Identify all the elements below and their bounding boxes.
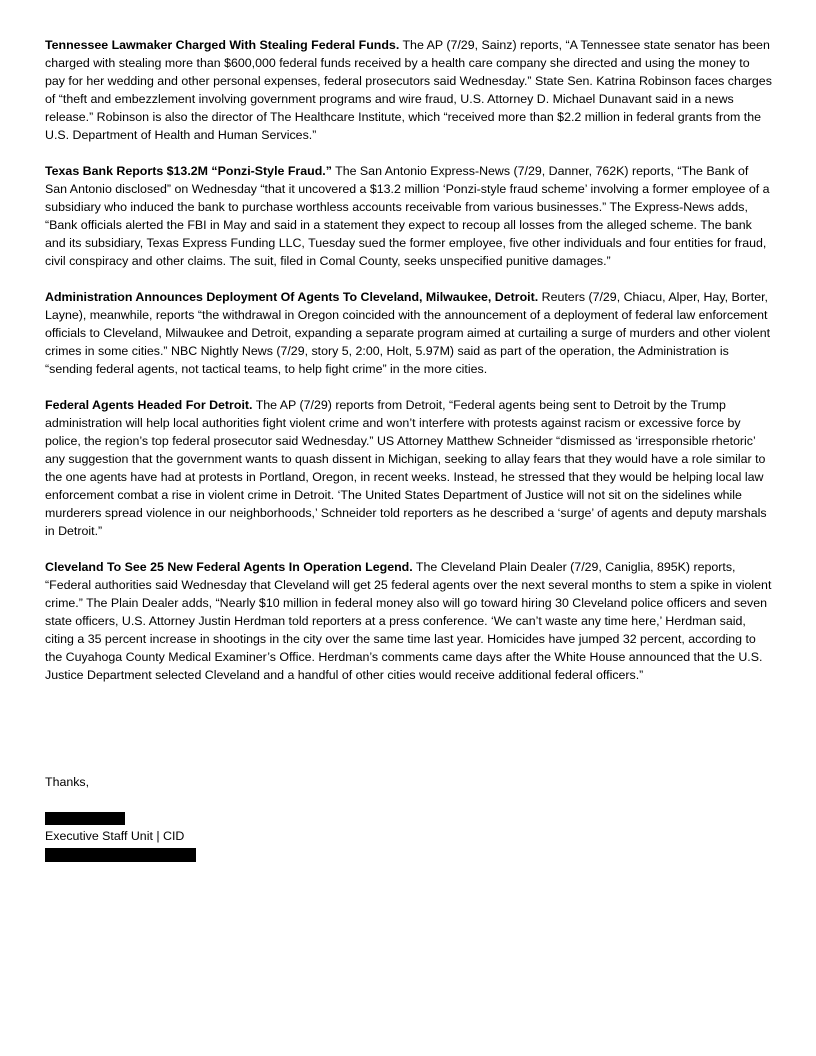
- news-body: The AP (7/29, Sainz) reports, “A Tennessee state senator has been charged with stealing more than $600,000 federal funds received by a health care company she directed and using the money to pay for her wedding and other personal expenses, federal prosecutors said Wednesday.” State Sen. Katrina Robinson faces charges of “theft and embezzlement involving government programs and wire fraud, U.S. Attorney D. Michael Dunavant said in a news release.” Robinson is also the director of The Healthcare Institute, which “received more than $2.2 million in federal grants from the U.S. Department of Health and Human Services.”: [45, 38, 772, 142]
- news-headline: Tennessee Lawmaker Charged With Stealing Federal Funds.: [45, 38, 400, 52]
- news-item-tennessee: [45, 36, 773, 144]
- news-body: The Cleveland Plain Dealer (7/29, Caniglia, 895K) reports, “Federal authorities said Wednesday that Cleveland will get 25 federal agents over the next several months to stem a spike in violent crime.” The Plain Dealer adds, “Nearly $10 million in federal money also will go toward hiring 30 Cleveland police officers and seven state officers, U.S. Attorney Justin Herdman told reporters at a press conference. ‘We can’t waste any time here,’ Herdman said, citing a 35 percent increase in shootings in the city over the same time last year. Homicides have jumped 32 percent, according to the Cuyahoga County Medical Examiner’s Office. Herdman’s comments came days after the White House announced that the U.S. Justice Department selected Cleveland and a handful of other cities would receive additional federal officers.”: [45, 560, 772, 682]
- news-body: Reuters (7/29, Chiacu, Alper, Hay, Borter, Layne), meanwhile, reports “the withdrawal in Oregon coincided with the announcement of a deployment of federal law enforcement officials to Cleveland, Milwaukee and Detroit, expanding a separate program aimed at curtailing a surge of murders and other violent crimes in some cities.” NBC Nightly News (7/29, story 5, 2:00, Holt, 5.97M) said as part of the operation, the Administration is “sending federal agents, not tactical teams, to help fight crime” in the more cities.: [45, 290, 771, 376]
- closing-text: Thanks,: [45, 775, 90, 789]
- news-item-deployment: [45, 288, 773, 378]
- news-headline: Cleveland To See 25 New Federal Agents In Operation Legend.: [45, 560, 413, 574]
- redacted-name-block: [45, 812, 125, 825]
- news-headline: Federal Agents Headed For Detroit.: [45, 398, 253, 412]
- news-body: The San Antonio Express-News (7/29, Danner, 762K) reports, “The Bank of San Antonio disclosed” on Wednesday “that it uncovered a $13.2 million ‘Ponzi-style fraud scheme’ involving a former employee of a subsidiary who induced the bank to purchase worthless accounts receivable from various businesses.” The Express-News adds, “Bank officials alerted the FBI in May and said in a statement they expect to recoup all losses from the alleged scheme. The bank and its subsidiary, Texas Express Funding LLC, Tuesday sued the former employee, five other individuals and four entities for fraud, civil conspiracy and other claims. The suit, filed in Comal County, seeks unspecified punitive damages.”: [45, 164, 770, 268]
- redacted-contact-block: [45, 848, 196, 862]
- email-body: [45, 36, 773, 702]
- signature-unit: Executive Staff Unit | CID: [45, 829, 185, 843]
- news-item-cleveland: [45, 558, 773, 684]
- news-item-detroit: [45, 396, 773, 540]
- news-item-texas-bank: [45, 162, 773, 270]
- news-headline: Texas Bank Reports $13.2M “Ponzi-Style Fraud.”: [45, 164, 332, 178]
- news-body: The AP (7/29) reports from Detroit, “Federal agents being sent to Detroit by the Trump administration will help local authorities fight violent crime and won’t interfere with protests against racism or excessive force by police, the region’s top federal prosecutor said Wednesday.” US Attorney Matthew Schneider “dismissed as ‘irresponsible rhetoric’ any suggestion that the government wants to quash dissent in Michigan, seeking to allay fears that they would have a role similar to the one agents have had at protests in Portland, Oregon, in recent weeks. Instead, he stressed that they would be helping local law enforcement combat a rise in violent crime in Detroit. ‘The United States Department of Justice will not sit on the sidelines while murderers spread violence in our neighborhoods,’ Schneider told reporters as he described a ‘surge’ of agents and deputy marshals in Detroit.”: [45, 398, 767, 538]
- news-headline: Administration Announces Deployment Of Agents To Cleveland, Milwaukee, Detroit.: [45, 290, 539, 304]
